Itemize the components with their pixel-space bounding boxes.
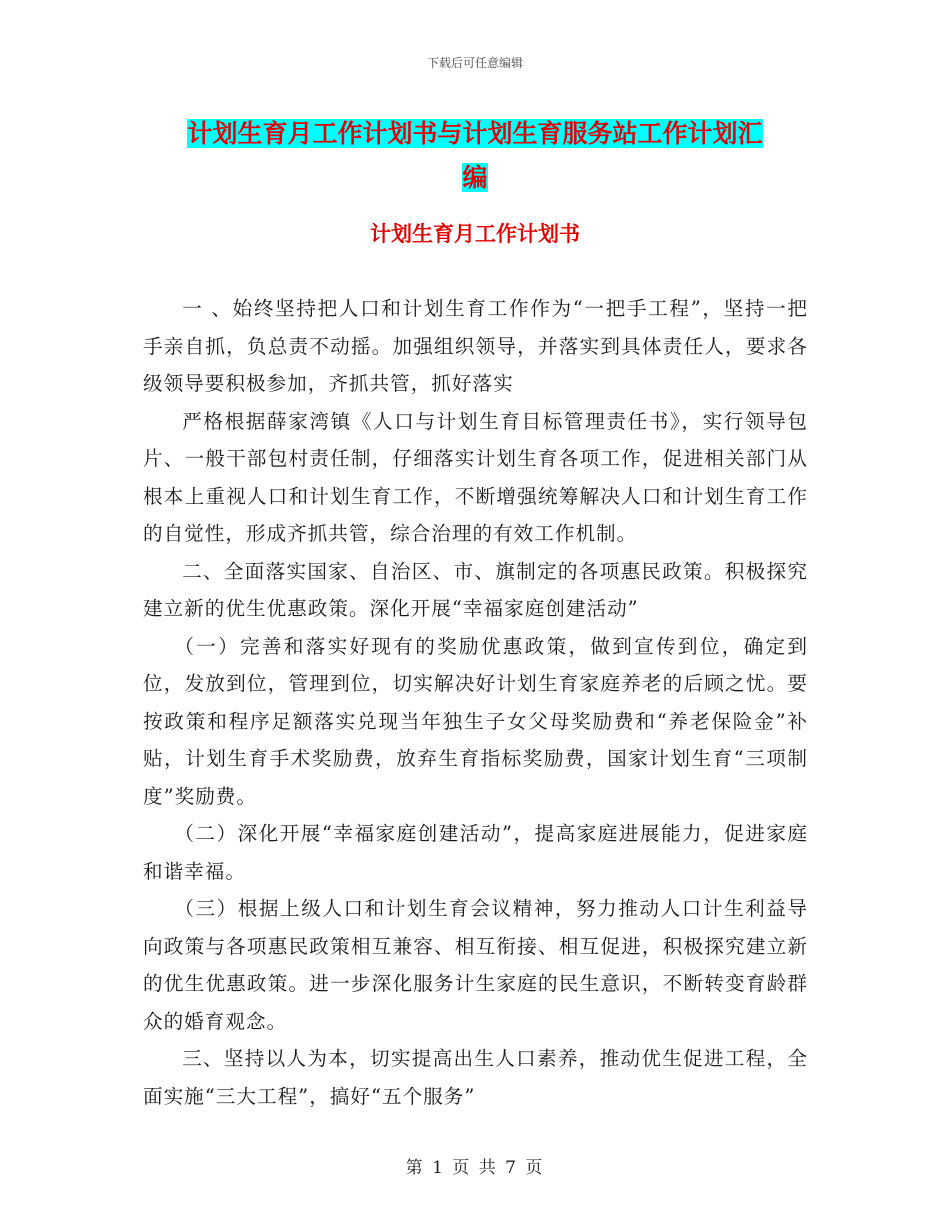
paragraph: 三、坚持以人为本，切实提高出生人口素养，推动优生促进工程，全面实施“三大工程”，搞好“五个服务” — [143, 1047, 808, 1108]
paragraph: 一 、始终坚持把人口和计划生育工作作为“一把手工程”，坚持一把手亲自抓，负总责不动摇。加强组织领导，并落实到具体责任人，要求各级领导要积极参加，齐抓共管，抓好落实 — [143, 297, 808, 395]
title-line-2: 编 — [462, 163, 488, 192]
page-header-note: 下载后可任意编辑 — [426, 56, 523, 70]
paragraph: （二）深化开展“幸福家庭创建活动”，提高家庭进展能力，促进家庭和谐幸福。 — [143, 822, 808, 883]
paragraph: （三）根据上级人口和计划生育会议精神，努力推动人口计生利益导向政策与各项惠民政策相互兼容、相互衔接、相互促进，积极探究建立新的优生优惠政策。进一步深化服务计生家庭的民生意识，不断转变育龄群众的婚育观念。 — [143, 897, 808, 1033]
document-title — [140, 112, 810, 200]
document-body — [143, 290, 808, 1115]
page-number: 第 1 页 共 7 页 — [405, 1158, 545, 1178]
paragraph: 严格根据薛家湾镇《人口与计划生育目标管理责任书》，实行领导包片、一般干部包村责任制，仔细落实计划生育各项工作，促进相关部门从根本上重视人口和计划生育工作，不断增强统筹解决人口和计划生育工作的自觉性，形成齐抓共管，综合治理的有效工作机制。 — [143, 409, 808, 545]
paragraph: 二、全面落实国家、自治区、市、旗制定的各项惠民政策。积极探究建立新的优生优惠政策。深化开展“幸福家庭创建活动” — [143, 559, 808, 620]
title-line-1: 计划生育月工作计划书与计划生育服务站工作计划汇 — [187, 119, 763, 148]
paragraph: （一）完善和落实好现有的奖励优惠政策，做到宣传到位，确定到位，发放到位，管理到位，切实解决好计划生育家庭养老的后顾之忧。要按政策和程序足额落实兑现当年独生子女父母奖励费和“养老保险金”补贴，计划生育手术奖励费，放弃生育指标奖励费，国家计划生育“三项制度”奖励费。 — [143, 634, 808, 808]
section-title: 计划生育月工作计划书 — [370, 221, 580, 246]
